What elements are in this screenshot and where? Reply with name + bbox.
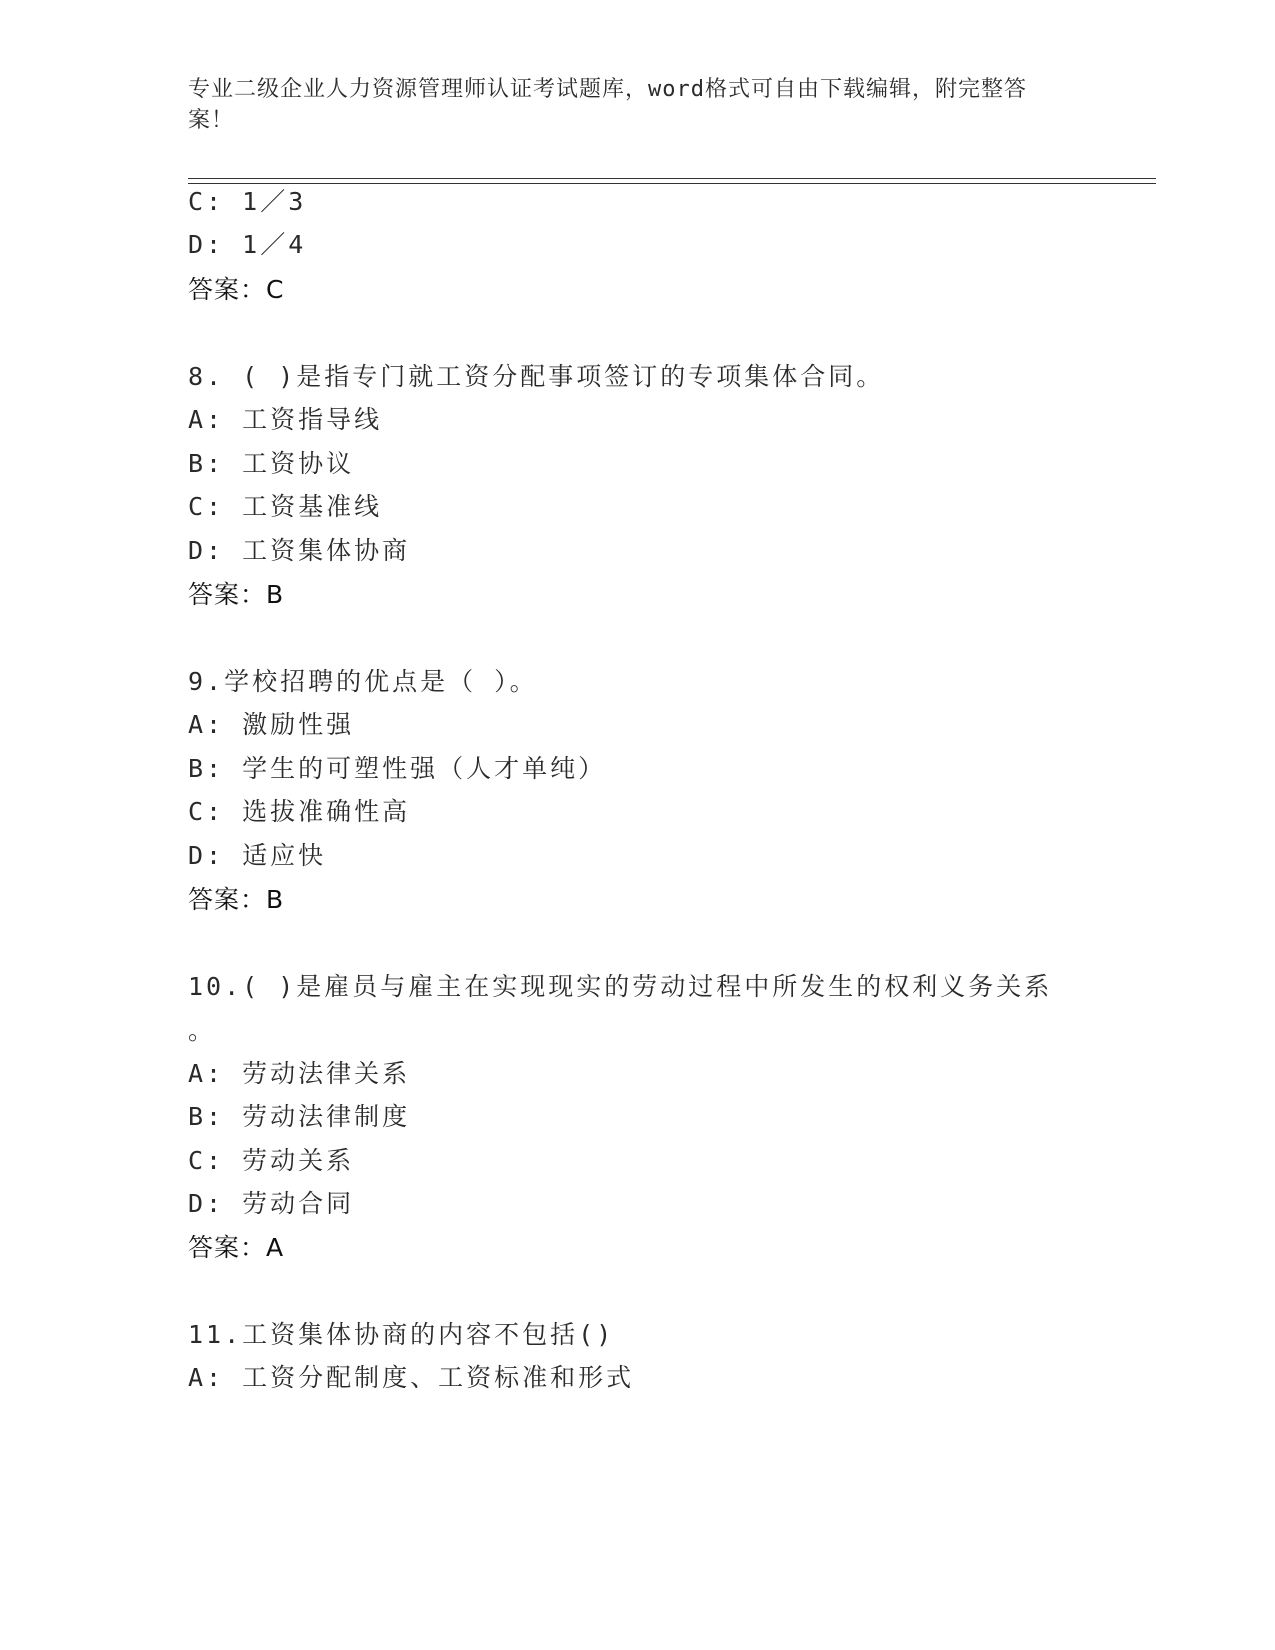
option-d: D: 劳动合同 [188,1189,355,1218]
option-d: D: 1／4 [188,230,307,259]
option-c: C: 1／3 [188,187,307,216]
option-b: B: 学生的可塑性强（人才单纯） [188,754,607,783]
option-b: B: 劳动法律制度 [188,1102,411,1131]
option-b: B: 工资协议 [188,449,355,478]
answer-label: 答案：A [188,1233,285,1262]
option-a: A: 激励性强 [188,710,355,739]
option-a: A: 劳动法律关系 [188,1059,411,1088]
question-stem: 9.学校招聘的优点是（ ）。 [188,667,538,696]
answer-label: 答案：B [188,885,285,914]
header-divider-secondary [188,183,1156,184]
question-stem: 11.工资集体协商的内容不包括() [188,1320,615,1349]
question-stem-continuation: 。 [188,1016,217,1045]
answer-label: 答案：C [188,275,285,304]
option-d: D: 适应快 [188,841,327,870]
answer-label: 答案：B [188,580,285,609]
option-c: C: 选拔准确性高 [188,797,411,826]
option-a: A: 工资指导线 [188,405,383,434]
document-header: 专业二级企业人力资源管理师认证考试题库，word格式可自由下载编辑，附完整答案！ [188,77,1027,133]
option-c: C: 劳动关系 [188,1146,355,1175]
option-a: A: 工资分配制度、工资标准和形式 [188,1363,635,1392]
option-d: D: 工资集体协商 [188,536,411,565]
option-c: C: 工资基准线 [188,492,383,521]
question-stem: 10.( )是雇员与雇主在实现现实的劳动过程中所发生的权利义务关系 [188,972,1053,1001]
question-stem: 8. ( )是指专门就工资分配事项签订的专项集体合同。 [188,362,885,391]
header-divider [188,178,1156,179]
